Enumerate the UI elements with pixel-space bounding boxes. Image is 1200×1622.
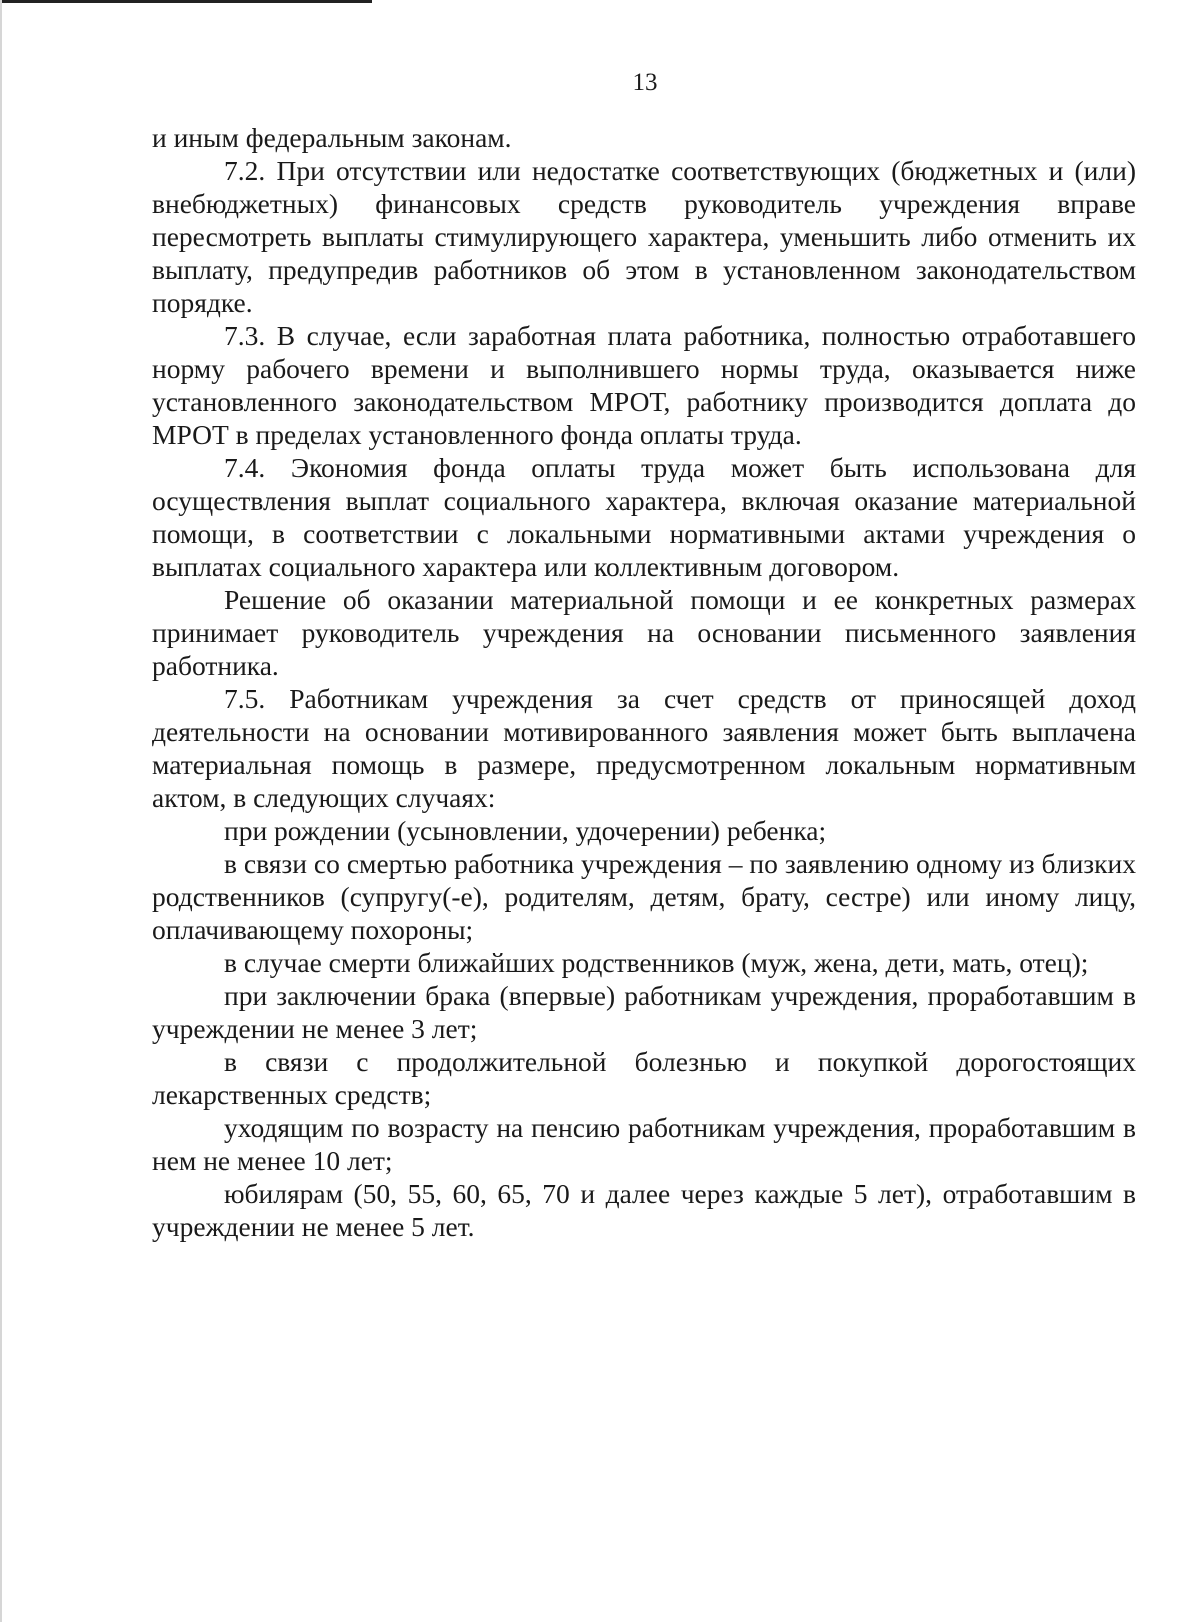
paragraph-continuation: и иным федеральным законам.: [152, 122, 512, 153]
scan-edge-left: [0, 0, 2, 1622]
paragraph-7-3: 7.3. В случае, если заработная плата работника, полностью отработавшего норму рабочего времени и выполнившего нормы труда, оказывается ниже установленного законодательством МРОТ, работнику производится доплата до МРОТ в пределах установленного фонда оплаты труда.: [152, 320, 1136, 450]
list-item-anniversary: юбилярам (50, 55, 60, 65, 70 и далее через каждые 5 лет), отработавшим в учреждении не менее 5 лет.: [152, 1178, 1136, 1242]
list-item-illness: в связи с продолжительной болезнью и покупкой дорогостоящих лекарственных средств;: [152, 1046, 1136, 1110]
paragraph-7-5: 7.5. Работникам учреждения за счет средств от приносящей доход деятельности на основании мотивированного заявления может быть выплачена материальная помощь в размере, предусмотренном локальным нормативным актом, в следующих случаях:: [152, 683, 1136, 813]
list-item-employee-death: в связи со смертью работника учреждения – по заявлению одному из близких родственников (супругу(-е), родителям, детям, брату, сестре) или иному лицу, оплачивающему похороны;: [152, 848, 1136, 945]
paragraph-material-aid-decision: Решение об оказании материальной помощи и ее конкретных размерах принимает руководитель учреждения на основании письменного заявления работника.: [152, 584, 1136, 681]
paragraph-7-4: 7.4. Экономия фонда оплаты труда может быть использована для осуществления выплат социального характера, включая оказание материальной помощи, в соответствии с локальными нормативными актами учреждения о выплатах социального характера или коллективным договором.: [152, 452, 1136, 582]
document-body: [152, 121, 1136, 1243]
list-item-marriage: при заключении брака (впервые) работникам учреждения, проработавшим в учреждении не менее 3 лет;: [152, 980, 1136, 1044]
list-item-child-birth: при рождении (усыновлении, удочерении) ребенка;: [224, 815, 827, 846]
list-item-retirement: уходящим по возрасту на пенсию работникам учреждения, проработавшим в нем не менее 10 лет;: [152, 1112, 1136, 1176]
paragraph-7-2: 7.2. При отсутствии или недостатке соответствующих (бюджетных и (или) внебюджетных) финансовых средств руководитель учреждения вправе пересмотреть выплаты стимулирующего характера, уменьшить либо отменить их выплату, предупредив работников об этом в установленном законодательством порядке.: [152, 155, 1136, 318]
page-number: 13: [632, 69, 658, 96]
scan-edge-top: [0, 0, 372, 3]
list-item-relative-death: в случае смерти ближайших родственников (муж, жена, дети, мать, отец);: [224, 947, 1089, 978]
